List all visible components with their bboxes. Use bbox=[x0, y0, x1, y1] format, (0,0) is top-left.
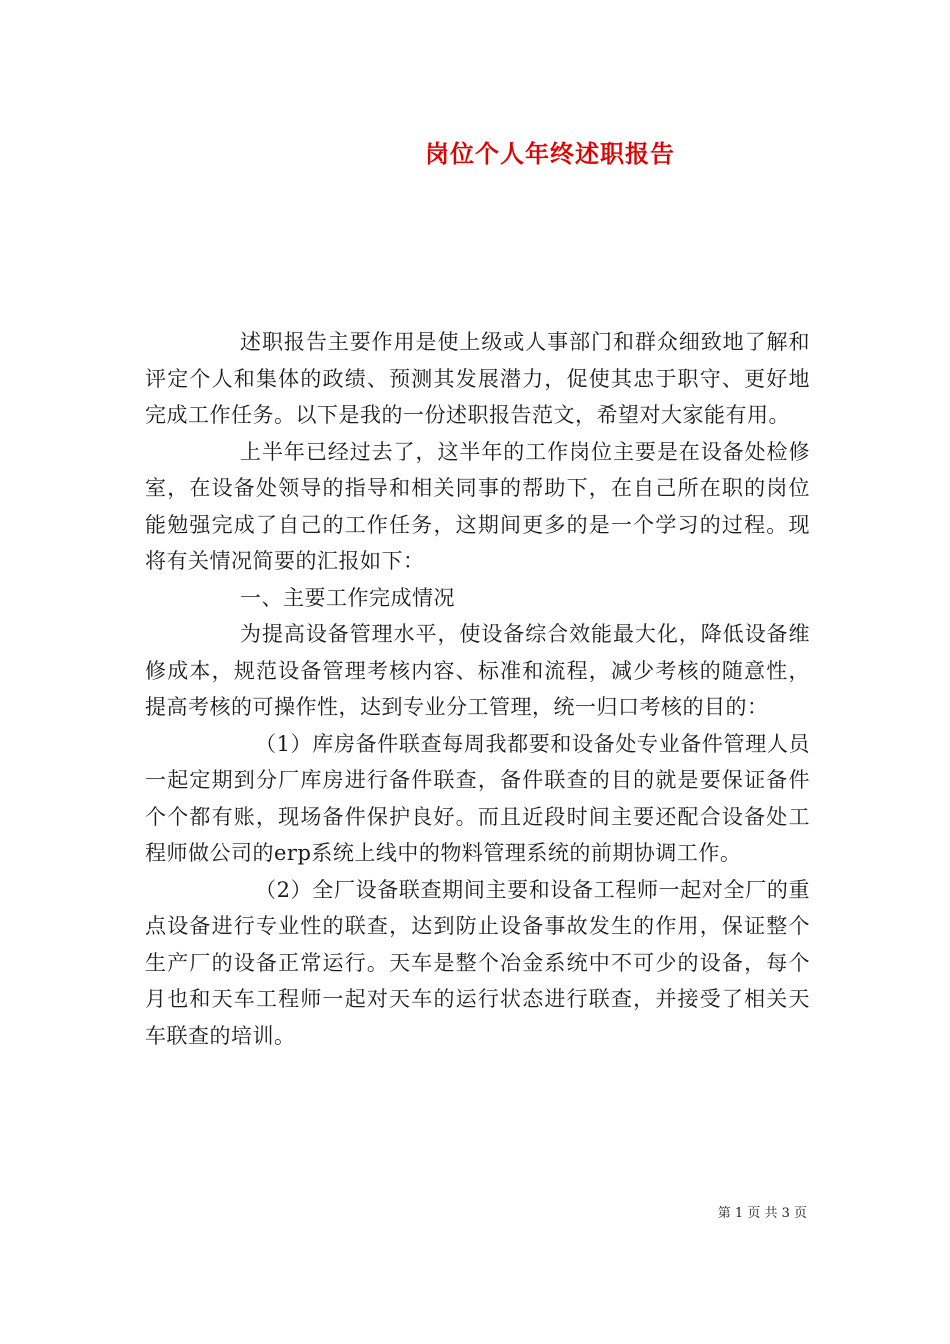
item-2-paragraph: （2）全厂设备联查期间主要和设备工程师一起对全厂的重点设备进行专业性的联查，达到防止设备事故发生的作用，保证整个生产厂的设备正常运行。天车是整个冶金系统中不可少的设备，每个月也和天车工程师一起对天车的运行状态进行联查，并接受了相关天车联查的培训。 bbox=[145, 877, 810, 1048]
item-1-paragraph: （1）库房备件联查每周我都要和设备处专业备件管理人员一起定期到分厂库房进行备件联查，备件联查的目的就是要保证备件个个都有账，现场备件保护良好。而且近段时间主要还配合设备处工程师做公司的erp系统上线中的物料管理系统的前期协调工作。 bbox=[145, 731, 810, 865]
document-body bbox=[145, 324, 810, 1054]
intro-paragraph: 述职报告主要作用是使上级或人事部门和群众细致地了解和评定个人和集体的政绩、预测其发展潜力，促使其忠于职守、更好地完成工作任务。以下是我的一份述职报告范文，希望对大家能有用。 bbox=[145, 330, 810, 427]
section-heading: 一、主要工作完成情况 bbox=[240, 585, 455, 610]
page-number: 第 1 页 共 3 页 bbox=[717, 1206, 807, 1221]
summary-paragraph: 上半年已经过去了，这半年的工作岗位主要是在设备处检修室，在设备处领导的指导和相关同事的帮助下，在自己所在职的岗位能勉强完成了自己的工作任务，这期间更多的是一个学习的过程。现将有关情况简要的汇报如下： bbox=[145, 439, 810, 573]
goal-paragraph: 为提高设备管理水平，使设备综合效能最大化，降低设备维修成本，规范设备管理考核内容、标准和流程，减少考核的随意性，提高考核的可操作性，达到专业分工管理，统一归口考核的目的： bbox=[145, 622, 810, 719]
page-title: 岗位个人年终述职报告 bbox=[425, 140, 675, 168]
